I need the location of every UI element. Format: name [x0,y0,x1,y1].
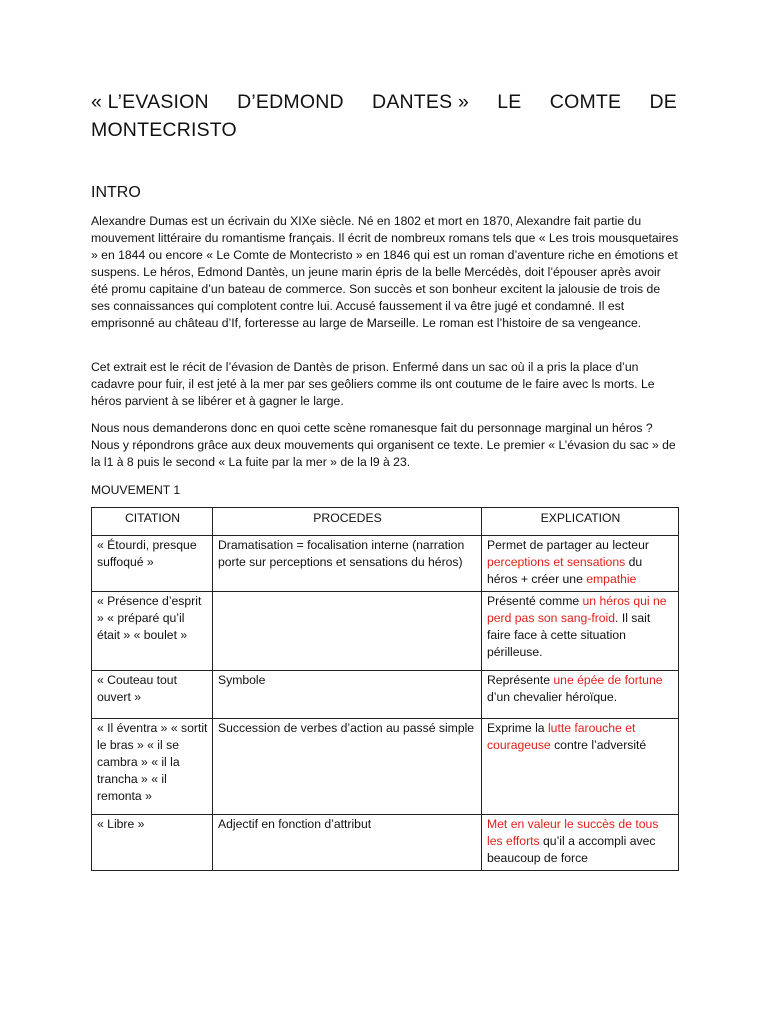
title-word: D’EDMOND [237,91,344,113]
extract-paragraph: Cet extrait est le récit de l’évasion de Dantès de prison. Enfermé dans un sac où il a pris la place d’un cadavre pour fuir, il est jeté à la mer par ses geôliers comme ils ont coutume de le faire avec ls morts. Le héros parvient à se libérer et à gagner le large. [91,360,655,408]
explication-text: . Il sait faire face à cette situation périlleuse. [487,611,651,659]
citation-cell: « Présence d’esprit » « préparé qu’il était » « boulet » [92,592,213,671]
procedes-cell [213,592,482,671]
table-row [92,815,679,871]
table-row [92,592,679,671]
table-row [92,719,679,815]
intro-paragraph: Alexandre Dumas est un écrivain du XIXe siècle. Né en 1802 et mort en 1870, Alexandre fait partie du mouvement littéraire du romantisme français. Il écrit de nombreux romans tels que « Les trois mousquetaires » en 1844 ou encore « Le Comte de Montecristo » en 1846 qui est un roman d’aventure riche en émotions et suspens. Le héros, Edmond Dantès, un jeune marin épris de la belle Mercédès, doit l’épouser après avoir été promu capitaine d’un bateau de commerce. Son succès et son bonheur excitent la jalousie de trois de ses connaissances qui complotent contre lui. Accusé faussement il va être jugé et condamné. Il est emprisonné au château d’If, forteresse au large de Marseille. Le roman est l’histoire de sa vengeance. [91,214,679,330]
title-word: DE [649,91,677,113]
highlighted-text: empathie [586,572,637,586]
explication-text: qu’il a accompli avec beaucoup de force [487,834,656,865]
explication-cell [482,592,679,671]
title-word: « L’EVASION [91,91,209,113]
page-title [91,88,677,144]
citation-cell: « Il éventra » « sortit le bras » « il se cambra » « il la trancha » « il remonta » [92,719,213,815]
explication-cell [482,815,679,871]
analysis-table [91,507,679,871]
highlighted-text: une épée de fortune [553,673,663,687]
header-procedes: PROCEDES [213,508,482,536]
explication-text: Exprime la [487,721,548,735]
highlighted-text: un héros qui ne perd pas son sang-froid [487,594,667,625]
movement-heading: MOUVEMENT 1 [91,483,181,497]
title-line-2: MONTECRISTO [91,119,237,141]
procedes-cell: Succession de verbes d’action au passé simple [213,719,482,815]
explication-text: d’un chevalier héroïque. [487,690,618,704]
explication-cell [482,719,679,815]
citation-cell: « Couteau tout ouvert » [92,671,213,719]
title-word: DANTES » [372,91,469,113]
table-body [92,536,679,871]
explication-text: contre l’adversité [550,738,647,752]
explication-text: Permet de partager au lecteur [487,538,649,552]
header-citation: CITATION [92,508,213,536]
explication-text: Présenté comme [487,594,583,608]
title-word: LE [497,91,522,113]
citation-cell: « Libre » [92,815,213,871]
procedes-cell: Dramatisation = focalisation interne (narration porte sur perceptions et sensations du héros) [213,536,482,592]
procedes-cell: Symbole [213,671,482,719]
highlighted-text: lutte farouche et courageuse [487,721,636,752]
explication-cell [482,536,679,592]
explication-text: du héros + créer une [487,555,643,586]
explication-cell [482,671,679,719]
intro-heading: INTRO [91,184,141,201]
citation-cell: « Étourdi, presque suffoqué » [92,536,213,592]
table-row [92,536,679,592]
highlighted-text: Met en valeur le succès de tous les efforts [487,817,659,848]
table-header-row [92,508,679,536]
highlighted-text: perceptions et sensations [487,555,626,569]
table-row [92,671,679,719]
title-word: COMTE [549,91,622,113]
header-explication: EXPLICATION [482,508,679,536]
problematic-paragraph: Nous nous demanderons donc en quoi cette scène romanesque fait du personnage marginal un héros ? Nous y répondrons grâce aux deux mouvements qui organisent ce texte. Le premier « L’évasion du sac » de la l1 à 8 puis le second « La fuite par la mer » de la l9 à 23. [91,421,676,469]
explication-text: Représente [487,673,554,687]
title-line-1 [91,88,677,116]
procedes-cell: Adjectif en fonction d’attribut [213,815,482,871]
